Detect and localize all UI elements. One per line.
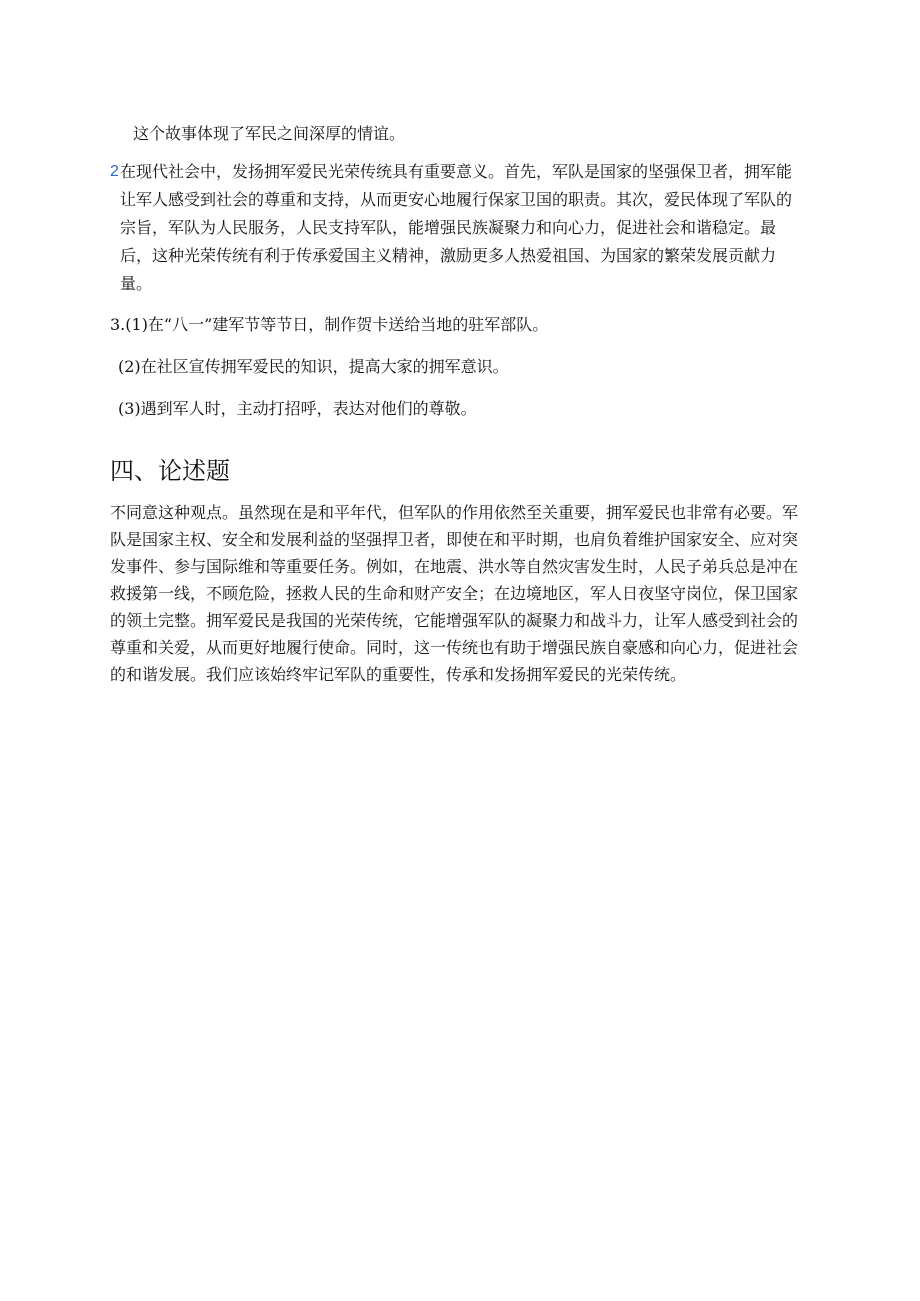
answer-2-text: 在现代社会中，发扬拥军爱民光荣传统具有重要意义。首先，军队是国家的坚强保卫者，拥军能让军人感受到社会的尊重和支持，从而更安心地履行保家卫国的职责。其次，爱民体现了军队的宗旨，军队为人民服务，人民支持军队，能增强民族凝聚力和向心力，促进社会和谐稳定。最后，这种光荣传统有利于传承爱国主义精神，激励更多人热爱祖国、为国家的繁荣发展贡献力量。 xyxy=(120,162,793,293)
section-heading: 四、论述题 xyxy=(110,458,230,485)
story-conclusion-line: 这个故事体现了军民之间深厚的情谊。 xyxy=(133,124,406,143)
essay-answer: 不同意这种观点。虽然现在是和平年代，但军队的作用依然至关重要，拥军爱民也非常有必要。军队是国家主权、安全和发展利益的坚强捍卫者，即使在和平时期，也肩负着维护国家安全、应对突发事件、参与国际维和等重要任务。例如，在地震、洪水等自然灾害发生时，人民子弟兵总是冲在救援第一线，不顾危险，拯救人民的生命和财产安全；在边境地区，军人日夜坚守岗位，保卫国家的领土完整。拥军爱民是我国的光荣传统，它能增强军队的凝聚力和战斗力，让军人感受到社会的尊重和关爱，从而更好地履行使命。同时，这一传统也有助于增强民族自豪感和向心力，促进社会的和谐发展。我们应该始终牢记军队的重要性，传承和发扬拥军爱民的光荣传统。 xyxy=(110,503,799,684)
answer-2-number: 2 xyxy=(110,163,119,180)
answer-3-item-2: (2)在社区宣传拥军爱民的知识，提高大家的拥军意识。 xyxy=(118,357,509,376)
answer-2 xyxy=(110,158,800,298)
answer-3-item-1: 3.(1)在“八一”建军节等节日，制作贺卡送给当地的驻军部队。 xyxy=(110,315,549,334)
answer-3-item-3: (3)遇到军人时，主动打招呼，表达对他们的尊敬。 xyxy=(118,399,477,418)
